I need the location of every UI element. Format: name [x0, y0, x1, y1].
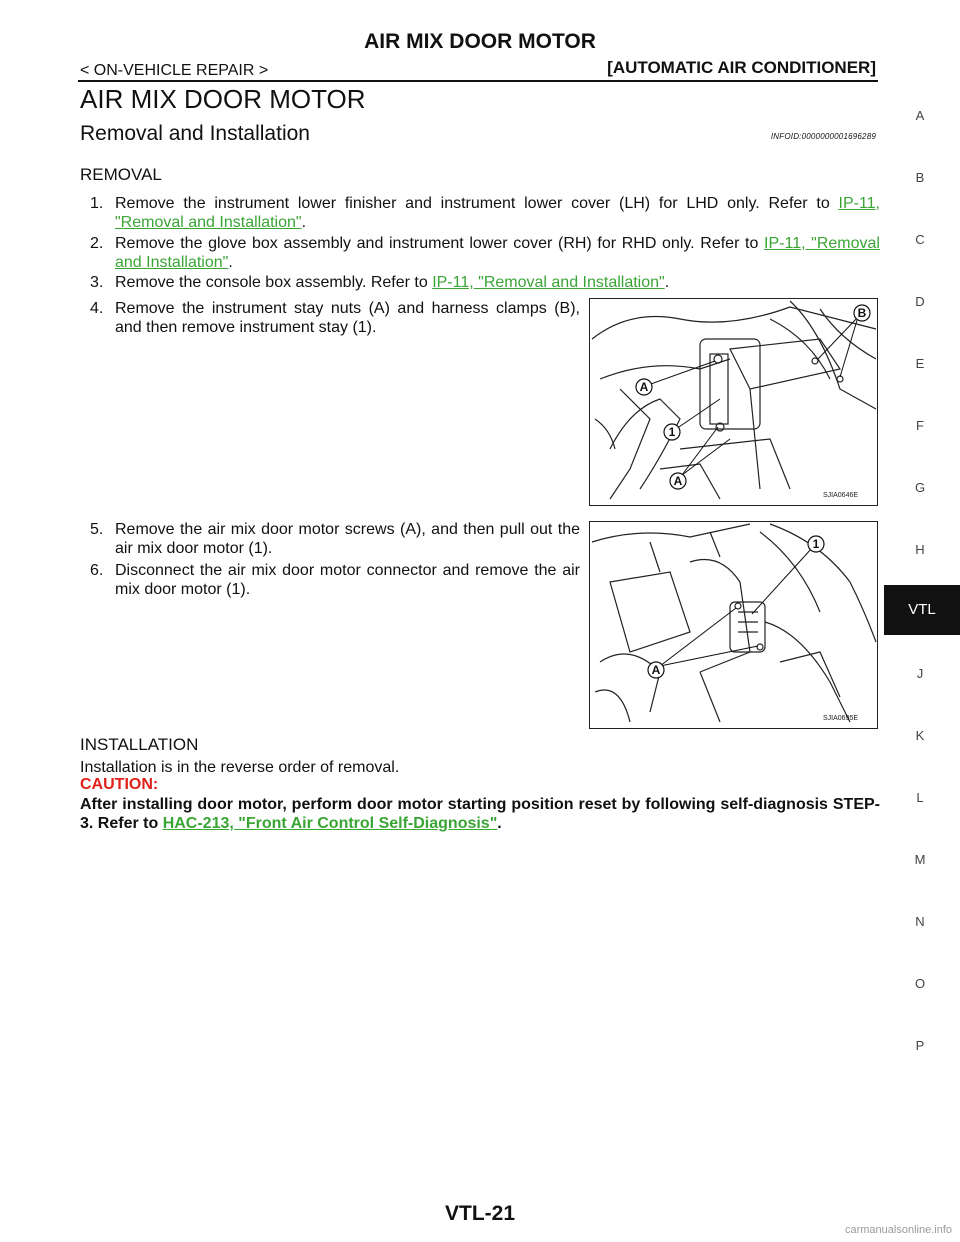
list-item [90, 194, 880, 232]
list-item [90, 234, 880, 272]
caution-link[interactable]: HAC-213, "Front Air Control Self-Diagnosis" [162, 815, 498, 832]
caution-label: CAUTION: [80, 776, 159, 793]
header-divider [78, 80, 878, 82]
caution-end: . [497, 815, 502, 832]
index-letter[interactable]: A [915, 108, 925, 123]
index-letter[interactable]: B [915, 170, 925, 185]
step-number: 1. [90, 195, 104, 212]
category-label: [AUTOMATIC AIR CONDITIONER] [607, 58, 876, 77]
step-text: Remove the air mix door motor screws (A), and then pull out the air mix door motor (1). [115, 521, 580, 557]
figure-id: SJIA0646E [823, 492, 859, 499]
step-number: 2. [90, 235, 104, 252]
index-letter[interactable]: C [915, 232, 925, 247]
step-end: . [301, 214, 307, 231]
callout-1: 1 [812, 537, 820, 551]
step-link[interactable]: IP-11, "Removal and Installation" [115, 195, 880, 231]
index-letter[interactable]: E [915, 356, 925, 371]
list-item [90, 520, 580, 558]
callout-1: 1 [668, 425, 676, 439]
step-text: Remove the instrument stay nuts (A) and harness clamps (B), and then remove instrument stay (1). [115, 300, 580, 336]
step-link[interactable]: IP-11, "Removal and Installation" [115, 235, 880, 271]
step-end: . [664, 274, 670, 291]
list-item [90, 273, 880, 292]
index-letter[interactable]: H [915, 542, 925, 557]
installation-text: Installation is in the reverse order of removal. [80, 759, 400, 776]
step-number: 4. [90, 300, 104, 317]
index-tab-active[interactable]: VTL [884, 585, 960, 635]
index-letter[interactable]: M [914, 852, 926, 867]
step-end: . [228, 254, 233, 271]
callout-b: B [857, 306, 867, 320]
step-text: Remove the instrument lower finisher and instrument lower cover (LH) for LHD only. Refer to [115, 195, 839, 212]
document-title: AIR MIX DOOR MOTOR [364, 30, 596, 53]
caution-body: After installing door motor, perform door motor starting position reset by following self-diagnosis STEP-3. Refer to [80, 796, 880, 832]
index-letter[interactable]: O [914, 976, 926, 991]
index-letter[interactable]: D [915, 294, 925, 309]
index-letter[interactable]: F [916, 418, 924, 433]
callout-a: A [673, 474, 683, 488]
page-number: VTL-21 [444, 1202, 515, 1225]
step-text: Remove the console box assembly. Refer to [115, 274, 433, 291]
figure-instrument-stay [589, 298, 878, 506]
air-mix-door-motor-illustration [590, 522, 877, 728]
list-item [90, 561, 580, 599]
instrument-stay-illustration [590, 299, 877, 505]
figure-air-mix-door-motor [589, 521, 878, 729]
installation-heading: INSTALLATION [80, 735, 199, 754]
subsection-title: Removal and Installation [80, 122, 310, 145]
step-number: 5. [90, 521, 104, 538]
removal-heading: REMOVAL [80, 165, 162, 184]
callout-a: A [651, 663, 661, 677]
step-text: Disconnect the air mix door motor connector and remove the air mix door motor (1). [115, 562, 580, 598]
step-number: 3. [90, 274, 104, 291]
info-id: INFOID:0000000001696289 [770, 132, 876, 141]
breadcrumb: < ON-VEHICLE REPAIR > [80, 62, 269, 79]
list-item [90, 299, 580, 337]
index-letter[interactable]: G [914, 480, 926, 495]
step-link[interactable]: IP-11, "Removal and Installation" [432, 274, 665, 291]
section-title: AIR MIX DOOR MOTOR [80, 84, 366, 114]
index-letter[interactable]: L [916, 790, 924, 805]
callout-a: A [639, 380, 649, 394]
index-letter[interactable]: N [915, 914, 925, 929]
index-letter[interactable]: J [916, 666, 924, 681]
figure-id: SJIA0695E [823, 715, 859, 722]
caution-text [80, 795, 880, 833]
step-number: 6. [90, 562, 104, 579]
step-text: Remove the glove box assembly and instrument lower cover (RH) for RHD only. Refer to [115, 235, 765, 252]
index-letter[interactable]: P [915, 1038, 925, 1053]
index-letter[interactable]: K [915, 728, 925, 743]
watermark: carmanualsonline.info [844, 1224, 952, 1236]
